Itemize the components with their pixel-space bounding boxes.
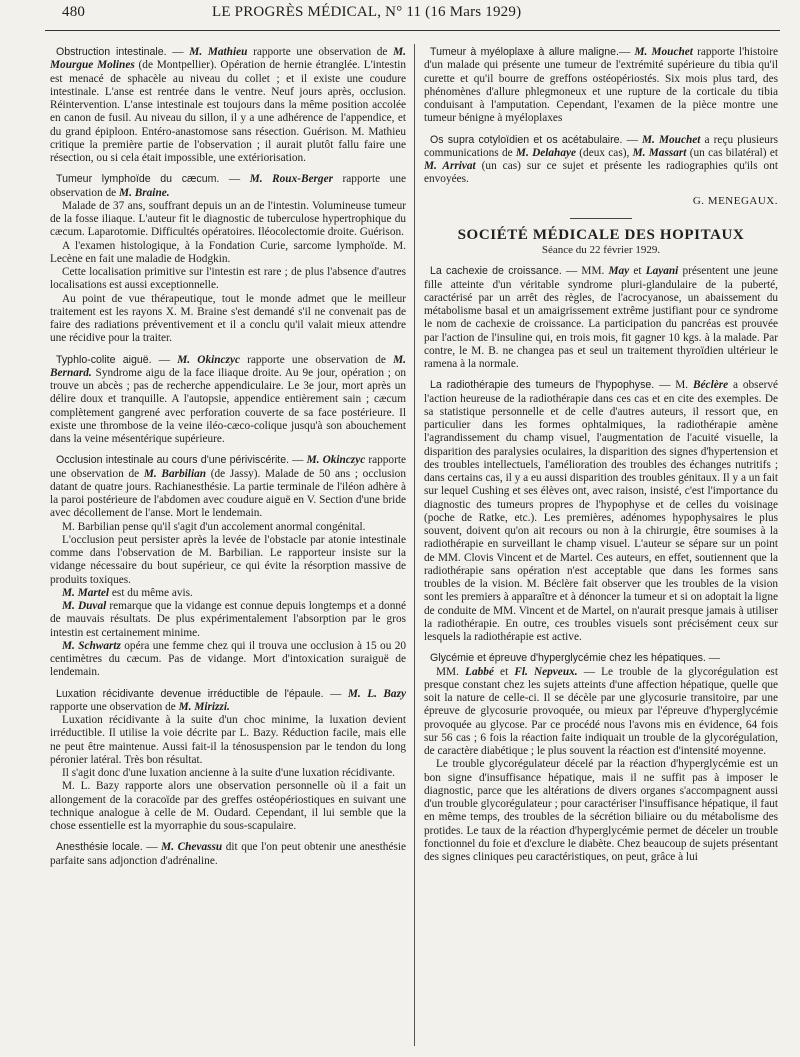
body-text: Syndrome aigu de la face iliaque droite. Au 9e jour, opération ; on trouve un abcès ; pas de recherche appendiculaire. Le 3e jour, mort après un délire doux et tranquille. A l'autopsie, appendice entièrement sain ; cæcum complètement gangrené avec perforation couverte de sa face postérieure. Il existe une thrombose de la veine iléo-cæco-colique jusqu'à son abouchement dans la veine mésentérique supérieure.: [50, 366, 406, 445]
report-paragraph: [424, 652, 778, 665]
body-text: Au point de vue thérapeutique, tout le monde admet que le meilleur traitement est les rayons X. M. Braine s'est demandé s'il ne convenait pas de faire des radiations préventivement et il a conclu qu'il valait mieux attendre une récidive pour la traiter.: [50, 292, 406, 345]
body-text: M. Barbilian pense qu'il s'agit d'un accolement anormal congénital.: [62, 520, 366, 533]
person-name: M. Delahaye: [515, 146, 576, 159]
body-text: et: [493, 665, 515, 678]
report-paragraph: [50, 173, 406, 200]
report-paragraph: [50, 688, 406, 715]
left-column: [50, 46, 406, 876]
report-paragraph: [424, 666, 778, 759]
body-text: présentent une jeune fille atteinte d'un véritable syndrome pluri-glandulaire de la puberté, caractérisé par un arrêt des règles, de l'acrocyanose, un abaissement du métabolisme basal et un amaigrissement extrême justifiant pour ce syndrome le nom de cachexie de croissance. La participation du pancréas est prouvée par l'action de l'insuline qui, en trois mois, fit gagner 10 kgs. à la malade. Par contre, le M. B. ne changea pas et seul un traitement thyroïdien ultérieur le ramena à la normale.: [424, 265, 779, 370]
person-name: M. Martel: [62, 586, 110, 599]
entry-title: Luxation récidivante devenue irréductible de l'épaule.: [56, 687, 324, 700]
body-text: —: [289, 454, 307, 467]
body-text: a observé l'action heureuse de la radiothérapie dans ces cas et en cite des exemples. De sa statistique personnelle et de celle d'autres auteurs, il ressort que, en particulier dans les formes ophtalmiques, la radiothérapie amène l'agrandissement du champ visuel, l'augmentation de l'acuité visuelle, la disparition des paralysies oculaires, la disparition des signes d'hypertension et des troubles intellectuels, l'amélioration des troubles des échanges nutritifs ; dans certains cas, il y a eu aussi disparition des troubles génitaux. Il y a un fait sur lequel Cushing et ses élèves ont, avec raison, insisté, c'est l'importance du diagnostic des tumeurs propres de l'hypophyse et de celles du voisinage (poche de Ratke, etc.). Les premières, adénomes hypophysaires le plus souvent, doivent qu'on ait recours ou non à la chirurgie, être soumises à la radiothérapie en surveillant le champ visuel. L'auteur se sépare sur un point de MM. Clovis Vincent et de Martel. Ces auteurs, en effet, soutiennent que la radiothérapie sans opération n'est acceptable que dans les formes sans troubles de la vision. M. Béclère fait observer que les troubles de la vision sont les premiers à apparaître et à dénoncer la tumeur et si on adoptait la ligne de conduite de MM. Vincent et de Martel, on n'aurait presque jamais à utiliser la radiothérapie. En outre, ces troubles visuels sont précisément ceux sur lesquels la radiothérapie est active.: [424, 379, 779, 643]
report-paragraph: [424, 46, 778, 126]
person-name: May: [608, 265, 630, 278]
body-text: (un cas bilatéral) et: [686, 146, 778, 159]
report-paragraph: [50, 200, 406, 240]
report-paragraph: [50, 587, 406, 600]
report-paragraph: [424, 758, 778, 864]
body-text: —: [618, 46, 635, 58]
body-text: rapporte une observation de: [50, 454, 406, 480]
report-paragraph: [50, 454, 406, 520]
report-paragraph: [50, 714, 406, 767]
entry-title: Typhlo-colite aiguë.: [56, 353, 152, 366]
body-text: rapporte une observation de: [50, 700, 179, 713]
person-name: M. Bernard.: [50, 353, 406, 379]
body-text: rapporte une observation de: [239, 353, 394, 366]
person-name: M. Mouchet: [634, 46, 693, 58]
report-entry: [424, 265, 778, 371]
report-entry: [50, 688, 406, 834]
report-entry: [424, 379, 778, 644]
person-name: M. Mirizzi.: [178, 700, 230, 713]
report-entry: [50, 46, 406, 165]
person-name: M. Schwartz: [62, 639, 121, 652]
body-text: (un cas) sur ce sujet et présente les radiographies qu'ils ont envoyées.: [424, 160, 778, 186]
report-paragraph: [50, 46, 406, 165]
page-number: 480: [62, 4, 86, 20]
right-column: [424, 46, 778, 872]
report-paragraph: [50, 266, 406, 293]
body-text: (deux cas),: [576, 146, 633, 159]
society-title: SOCIÉTÉ MÉDICALE DES HOPITAUX: [457, 226, 745, 243]
person-name: M. Okinczyc: [306, 454, 366, 467]
report-paragraph: [50, 293, 406, 346]
report-entry: [424, 652, 778, 864]
section-separator: [570, 218, 632, 219]
body-text: —: [705, 652, 720, 665]
report-paragraph: [50, 600, 406, 640]
body-text: Cette localisation primitive sur l'intestin est rare ; de plus l'absence d'autres localisations est aussi exceptionnelle.: [50, 266, 406, 292]
person-name: Labbé: [465, 665, 494, 678]
body-text: MM.: [436, 665, 466, 678]
person-name: M. Okinczyc: [177, 353, 240, 366]
report-paragraph: [424, 134, 778, 187]
author-signature: G. MENEGAUX.: [692, 194, 778, 207]
report-entry: [50, 454, 406, 679]
person-name: M. Roux-Berger: [249, 173, 333, 186]
report-paragraph: [50, 767, 406, 780]
person-name: M. Mathieu: [189, 46, 248, 58]
body-text: L'occlusion peut persister après la levée de l'obstacle par atonie intestinale comme dans l'observation de M. Barbilian. Le rapporteur insiste sur la vidange nécessaire du bout supérieur, ce qui évite la résorption massive de produits toxiques.: [50, 533, 406, 586]
person-name: M. Mourgue Molines: [50, 46, 407, 72]
report-paragraph: [50, 354, 406, 447]
running-head-title: LE PROGRÈS MÉDICAL, N° 11 (16 Mars 1929): [212, 4, 522, 20]
body-text: Le trouble glycorégulateur décelé par la réaction d'hyperglycémie est un bon signe d'insuffisance hépatique, mais il ne suffit pas à imposer le diagnostic, parce que les altérations de divers organes s'accompagnent aussi d'un trouble glycorégulateur ; pour caractériser l'insuffisance hépatique, il faut en même temps, des troubles de la sécrétion biliaire ou du métabolisme des protides. Le taux de la réaction d'hyperglycémie permet de déceler un trouble fonctionnel du foie et d'exclure le diabète. Chez beaucoup de sujets présentant des signes cliniques peu caractéristiques, on peut, grâce à lui: [424, 758, 778, 863]
entry-title: Tumeur lymphoïde du cæcum.: [56, 173, 220, 186]
report-paragraph: [424, 379, 778, 644]
body-text: Malade de 37 ans, souffrant depuis un an de l'intestin. Volumineuse tumeur de la fosse iliaque. L'auteur fit le diagnostic de tuberculose hypertrophique du cæcum. Laparotomie. Difficultés opératoires. Iléocolectomie droite. Guérison.: [50, 199, 406, 239]
entry-title: Tumeur à myéloplaxe à allure maligne.: [430, 46, 619, 58]
body-text: a reçu plusieurs communications de: [424, 133, 778, 159]
person-name: M. Mouchet: [642, 133, 701, 146]
body-text: remarque que la vidange est connue depuis longtemps et a donné de mauvais résultats. De plus expérimentalement l'absorption par le gros intestin est certainement minime.: [50, 600, 407, 639]
body-text: — MM.: [561, 265, 609, 278]
body-text: (de Jassy). Malade de 50 ans ; occlusion datant de quatre jours. Rachianesthésie. La partie terminale de l'iléon adhère à la paroi postérieure de l'abdomen avec coudure aiguë en V. Section d'une bride avec décollement de l'anse. Mort le lendemain.: [50, 467, 406, 520]
person-name: Béclère: [693, 379, 729, 392]
body-text: — Le trouble de la glycorégulation est presque constant chez les sujets atteints d'une affection hépatique, quelle que soit la nature de celle-ci. Il se décèle par une glycosurie transitoire, par une épreuve de glycosurie provoquée, ou mieux par l'épreuve d'hyperglycémie provoquée au glycose. Par ce procédé nous l'avons mis en évidence, 64 fois sur 56 cas ; 6 fois la réaction faite indiquait un trouble de la glycorégulation, de caractère diabétique ; le plus souvent la réaction est d'intensité moyenne.: [424, 665, 778, 757]
running-header: [62, 4, 752, 26]
report-paragraph: [50, 534, 406, 587]
body-text: rapporte une observation de: [247, 46, 394, 58]
body-text: A l'examen histologique, à la Fondation Curie, sarcome lymphoïde. M. Lecène en fait une maladie de Hodgkin.: [50, 239, 406, 265]
report-entry: [424, 46, 778, 126]
person-name: M. L. Bazy: [347, 687, 406, 700]
report-entry: [424, 134, 778, 187]
person-name: Layani: [645, 265, 679, 278]
body-text: —: [219, 173, 250, 186]
person-name: M. Braine.: [119, 186, 170, 199]
report-entry: [50, 354, 406, 447]
surgery-notes-continued: [424, 46, 778, 187]
header-rule: [45, 30, 780, 31]
entry-title: Occlusion intestinale au cours d'une périviscérite.: [56, 454, 290, 467]
report-entry: [50, 173, 406, 345]
body-text: est du même avis.: [109, 586, 193, 599]
report-paragraph: [424, 265, 778, 371]
person-name: Fl. Nepveux.: [514, 665, 578, 678]
body-text: —: [151, 353, 178, 366]
body-text: dit que l'on peut obtenir une anesthésie parfaite sans adjonction d'adrénaline.: [50, 841, 407, 867]
body-text: —: [142, 841, 162, 854]
person-name: M. Massart: [632, 146, 687, 159]
report-entry: [50, 841, 406, 868]
report-paragraph: [50, 780, 406, 833]
entry-title: Os supra cotyloïdien et os acétabulaire.: [430, 133, 623, 146]
society-proceedings: [424, 265, 778, 864]
person-name: M. Duval: [62, 600, 107, 612]
body-text: — M.: [654, 379, 693, 392]
body-text: —: [323, 687, 348, 700]
body-text: (de Montpellier). Opération de hernie étranglée. L'intestin est menacé de sphacèle au niveau du collet ; et il existe une coudure intestinale. L'anse est rentrée dans le ventre. Neuf jours après, occlusion. Réintervention. L'anse intestinale est toujours dans la même position accolée en canon de fusil. Au niveau du sillon, il y a une adhérence de l'appendice, et du grand épiploon. Entéro-anastomose sans résection. Guérison. M. Mathieu critique la première partie de l'observation ; il aurait plutôt fallu faire une résection, ou si cela était impossible, une extériorisation.: [50, 59, 406, 164]
body-text: rapporte l'histoire d'un malade qui présente une tumeur de l'extrémité supérieure du tibia qu'il curette et qu'il bourre de greffons ostéopériostés. Six mois plus tard, des phénomènes d'allure phlegmoneux et une rupture de la corticale du tibia conduisant à l'amputation. Cependant, l'examen de la pièce montre une tumeur bénigne à myéloplaxes: [424, 46, 778, 125]
entry-title: La cachexie de croissance.: [430, 265, 562, 278]
entry-title: Anesthésie locale.: [56, 841, 143, 854]
body-text: rapporte une observation de: [50, 173, 406, 199]
report-paragraph: [50, 240, 406, 267]
session-date: Séance du 22 février 1929.: [541, 244, 661, 256]
body-text: et: [629, 265, 646, 278]
report-paragraph: [50, 521, 406, 534]
body-text: Luxation récidivante à la suite d'un choc minime, la luxation devient irréductible. Il utilise la voie décrite par L. Bazy. Réduction facile, mais elle ne peut être maintenue. Aussi fait-il la ténosuspension par le tendon du long péronier latéral. Très bon résultat.: [50, 714, 406, 766]
entry-title: Obstruction intestinale.: [56, 46, 167, 58]
body-text: —: [622, 133, 643, 146]
column-divider: [414, 44, 415, 1046]
report-paragraph: [50, 841, 406, 868]
person-name: M. Chevassu: [161, 841, 223, 854]
entry-title: Glycémie et épreuve d'hyperglycémie chez les hépatiques.: [430, 652, 706, 665]
body-text: M. L. Bazy rapporte alors une observation personnelle où il a fait un allongement de la coracoïde par des greffes ostéopériostiques en suivant une technique analogue à celle de M. Oudard. Cependant, il lui semble que la chose essentielle est la myorraphie du sous-scapulaire.: [50, 780, 406, 832]
person-name: M. Arrivat: [424, 160, 476, 172]
report-paragraph: [50, 640, 406, 680]
body-text: opéra une femme chez qui il trouva une occlusion à 15 ou 20 centimètres du cæcum. Pas de vidange. Mort d'intoxication suraiguë de lendemain.: [50, 639, 406, 679]
entry-title: La radiothérapie des tumeurs de l'hypophyse.: [430, 379, 655, 392]
person-name: M. Barbilian: [143, 467, 207, 480]
body-text: —: [166, 46, 190, 58]
body-text: Il s'agit donc d'une luxation ancienne à la suite d'une luxation récidivante.: [62, 767, 395, 779]
